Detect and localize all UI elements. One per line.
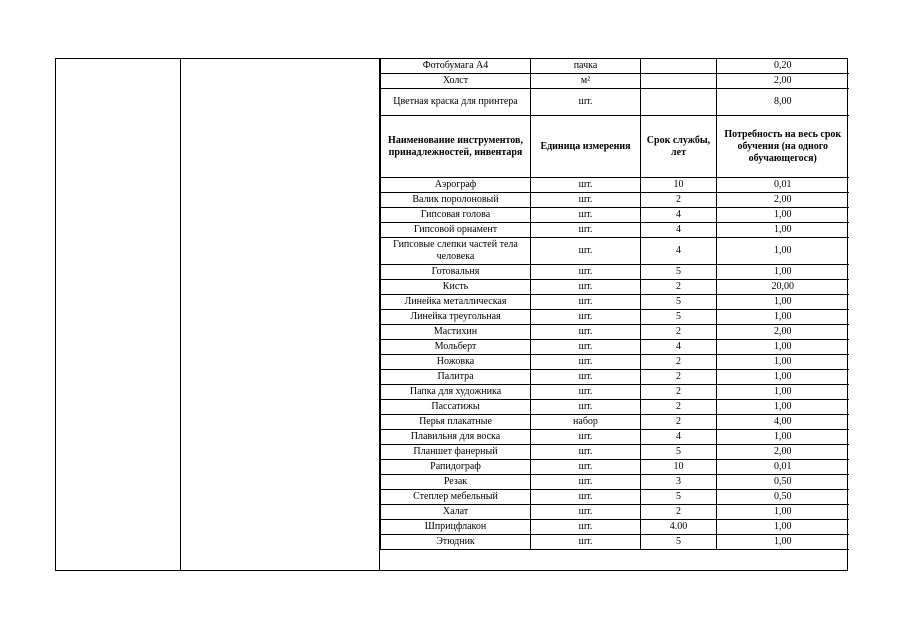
table-row [381, 265, 849, 280]
item-name-cell: Мастихин [381, 325, 531, 340]
item-name-cell: Папка для художника [381, 385, 531, 400]
need-cell: 1,00 [717, 385, 849, 400]
item-name-cell: Палитра [381, 370, 531, 385]
unit-cell: шт. [531, 280, 641, 295]
item-name-cell: Резак [381, 475, 531, 490]
period-cell: 2 [641, 193, 717, 208]
header-need: Потребность на весь срок обучения (на одного обучающегося) [717, 116, 849, 178]
table-row [381, 178, 849, 193]
unit-cell: шт. [531, 325, 641, 340]
period-cell: 5 [641, 265, 717, 280]
need-cell: 0,20 [717, 59, 849, 74]
table-row [381, 355, 849, 370]
column-divider [180, 59, 181, 570]
period-cell: 2 [641, 415, 717, 430]
item-name-cell: Мольберт [381, 340, 531, 355]
table-row [381, 475, 849, 490]
item-name-cell: Шприцфлакон [381, 520, 531, 535]
need-cell: 0,50 [717, 475, 849, 490]
item-name-cell: Плавильня для воска [381, 430, 531, 445]
period-cell: 5 [641, 535, 717, 550]
table-header-row [381, 116, 849, 178]
need-cell: 0,01 [717, 460, 849, 475]
table-row [381, 325, 849, 340]
period-cell: 2 [641, 325, 717, 340]
need-cell: 1,00 [717, 238, 849, 265]
period-cell: 2 [641, 400, 717, 415]
period-cell: 2 [641, 280, 717, 295]
unit-cell: шт. [531, 89, 641, 116]
unit-cell: шт. [531, 340, 641, 355]
table-row [381, 223, 849, 238]
item-name-cell: Степлер мебельный [381, 490, 531, 505]
period-cell: 5 [641, 445, 717, 460]
item-name-cell: Планшет фанерный [381, 445, 531, 460]
need-cell: 2,00 [717, 445, 849, 460]
table-row [381, 295, 849, 310]
need-cell: 1,00 [717, 223, 849, 238]
item-name-cell: Аэрограф [381, 178, 531, 193]
need-cell: 2,00 [717, 193, 849, 208]
table-row [381, 445, 849, 460]
table-row [381, 505, 849, 520]
unit-cell: шт. [531, 445, 641, 460]
table-row [381, 74, 849, 89]
period-cell: 10 [641, 178, 717, 193]
item-name-cell: Линейка металлическая [381, 295, 531, 310]
unit-cell: шт. [531, 355, 641, 370]
table-row [381, 460, 849, 475]
unit-cell: шт. [531, 295, 641, 310]
need-cell: 0,01 [717, 178, 849, 193]
period-cell: 2 [641, 505, 717, 520]
period-cell: 5 [641, 295, 717, 310]
unit-cell: шт. [531, 490, 641, 505]
item-name-cell: Гипсовые слепки частей тела человека [381, 238, 531, 265]
period-cell [641, 59, 717, 74]
unit-cell: шт. [531, 370, 641, 385]
unit-cell: шт. [531, 208, 641, 223]
unit-cell: м² [531, 74, 641, 89]
table-row [381, 430, 849, 445]
unit-cell: шт. [531, 223, 641, 238]
period-cell: 4.00 [641, 520, 717, 535]
unit-cell: шт. [531, 505, 641, 520]
item-name-cell: Готовальня [381, 265, 531, 280]
item-name-cell: Пассатижы [381, 400, 531, 415]
need-cell: 1,00 [717, 535, 849, 550]
table-row [381, 535, 849, 550]
need-cell: 1,00 [717, 520, 849, 535]
need-cell: 2,00 [717, 74, 849, 89]
period-cell: 3 [641, 475, 717, 490]
period-cell: 5 [641, 490, 717, 505]
inventory-table [380, 59, 849, 550]
need-cell: 1,00 [717, 400, 849, 415]
period-cell: 2 [641, 355, 717, 370]
item-name-cell: Цветная краска для принтера [381, 89, 531, 116]
table-row [381, 520, 849, 535]
unit-cell: шт. [531, 460, 641, 475]
period-cell: 2 [641, 370, 717, 385]
need-cell: 1,00 [717, 340, 849, 355]
unit-cell: пачка [531, 59, 641, 74]
table-row [381, 370, 849, 385]
period-cell: 2 [641, 385, 717, 400]
period-cell: 4 [641, 340, 717, 355]
unit-cell: шт. [531, 385, 641, 400]
item-name-cell: Этюдник [381, 535, 531, 550]
table-row [381, 59, 849, 74]
item-name-cell: Ножовка [381, 355, 531, 370]
period-cell: 4 [641, 238, 717, 265]
unit-cell: шт. [531, 430, 641, 445]
unit-cell: набор [531, 415, 641, 430]
unit-cell: шт. [531, 310, 641, 325]
period-cell [641, 89, 717, 116]
table-row [381, 280, 849, 295]
need-cell: 1,00 [717, 295, 849, 310]
need-cell: 1,00 [717, 355, 849, 370]
item-name-cell: Фотобумага А4 [381, 59, 531, 74]
need-cell: 8,00 [717, 89, 849, 116]
unit-cell: шт. [531, 520, 641, 535]
period-cell [641, 74, 717, 89]
period-cell: 5 [641, 310, 717, 325]
need-cell: 20,00 [717, 280, 849, 295]
table-row [381, 310, 849, 325]
header-period: Срок службы, лет [641, 116, 717, 178]
table-row [381, 193, 849, 208]
table-row [381, 415, 849, 430]
table-row [381, 400, 849, 415]
period-cell: 4 [641, 223, 717, 238]
header-name: Наименование инструментов, принадлежностей, инвентаря [381, 116, 531, 178]
unit-cell: шт. [531, 475, 641, 490]
period-cell: 4 [641, 430, 717, 445]
unit-cell: шт. [531, 193, 641, 208]
item-name-cell: Гипсовой орнамент [381, 223, 531, 238]
unit-cell: шт. [531, 535, 641, 550]
item-name-cell: Кисть [381, 280, 531, 295]
table-row [381, 208, 849, 223]
need-cell: 1,00 [717, 505, 849, 520]
unit-cell: шт. [531, 265, 641, 280]
table-row [381, 385, 849, 400]
item-name-cell: Халат [381, 505, 531, 520]
need-cell: 1,00 [717, 310, 849, 325]
need-cell: 0,50 [717, 490, 849, 505]
item-name-cell: Валик поролоновый [381, 193, 531, 208]
unit-cell: шт. [531, 178, 641, 193]
table-row [381, 490, 849, 505]
item-name-cell: Гипсовая голова [381, 208, 531, 223]
need-cell: 1,00 [717, 430, 849, 445]
table-row [381, 238, 849, 265]
item-name-cell: Линейка треугольная [381, 310, 531, 325]
need-cell: 1,00 [717, 208, 849, 223]
need-cell: 2,00 [717, 325, 849, 340]
document-table-frame [55, 58, 848, 571]
unit-cell: шт. [531, 238, 641, 265]
header-unit: Единица измерения [531, 116, 641, 178]
item-name-cell: Холст [381, 74, 531, 89]
table-row [381, 89, 849, 116]
period-cell: 4 [641, 208, 717, 223]
item-name-cell: Рапидограф [381, 460, 531, 475]
item-name-cell: Перья плакатные [381, 415, 531, 430]
unit-cell: шт. [531, 400, 641, 415]
need-cell: 4,00 [717, 415, 849, 430]
need-cell: 1,00 [717, 370, 849, 385]
need-cell: 1,00 [717, 265, 849, 280]
table-row [381, 340, 849, 355]
period-cell: 10 [641, 460, 717, 475]
